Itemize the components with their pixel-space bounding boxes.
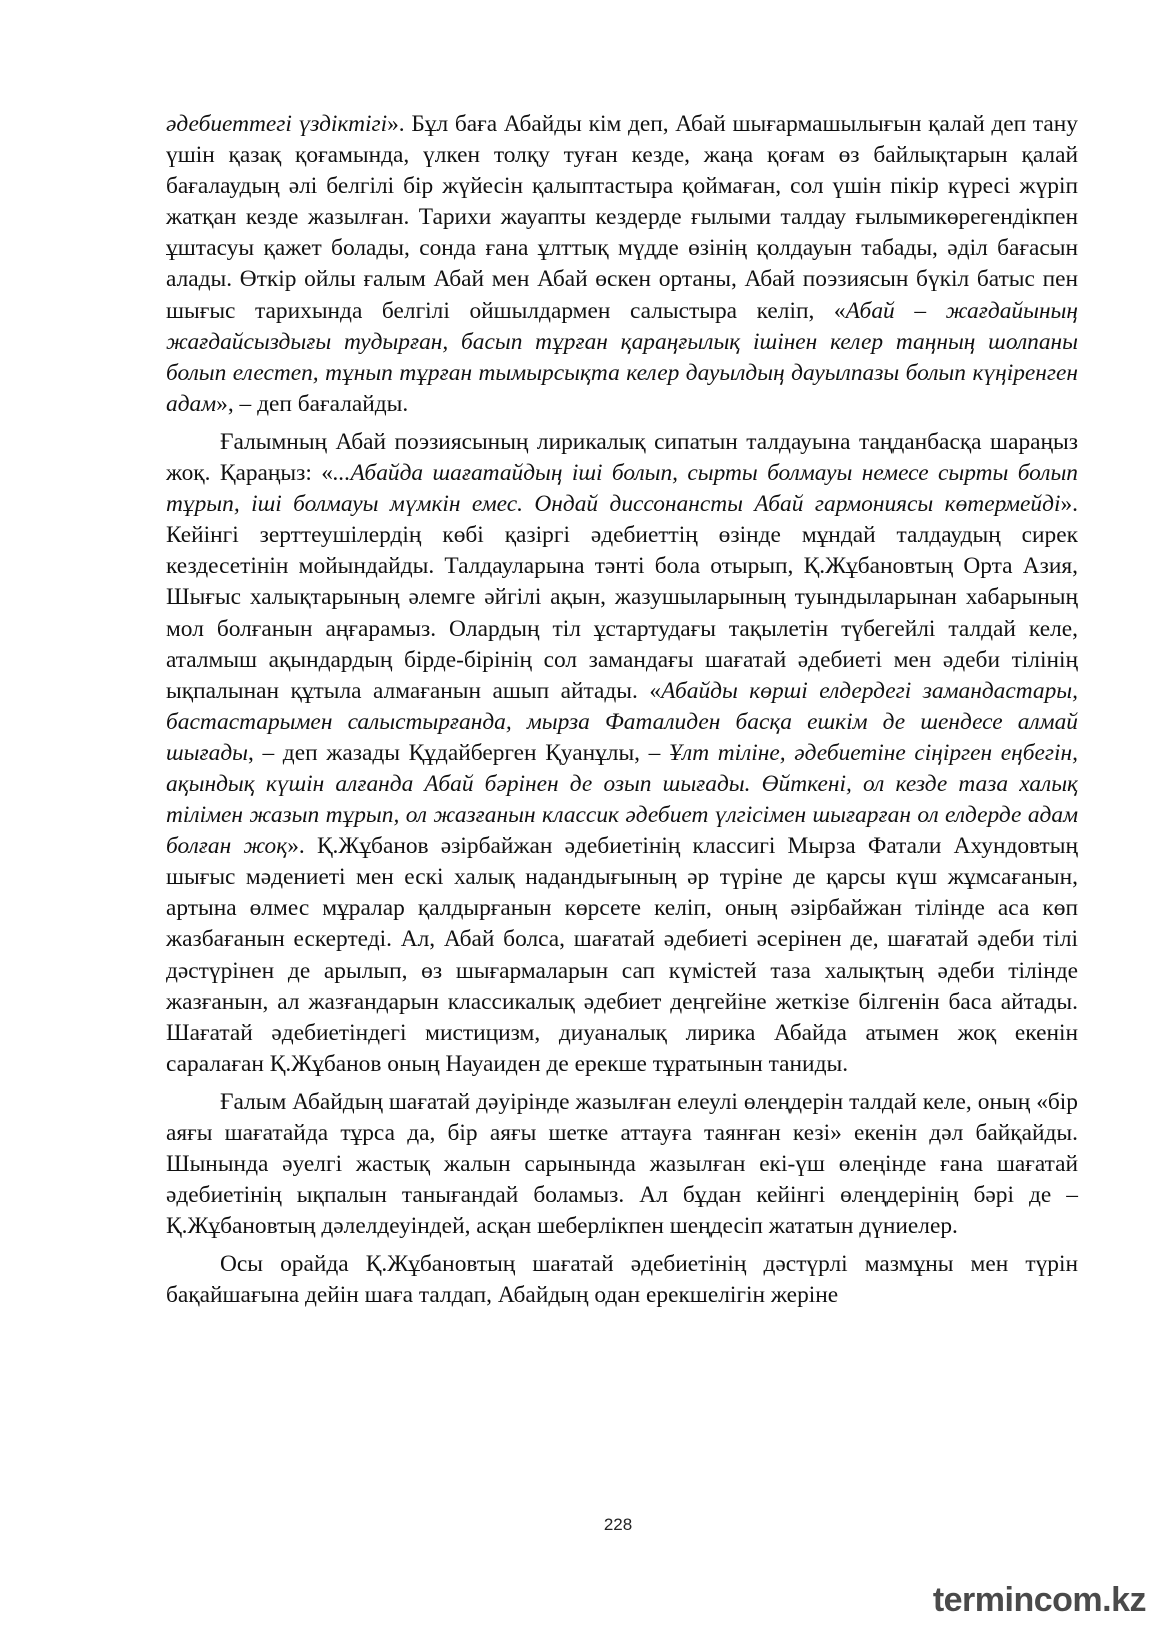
italic-span: Абайды көрші елдердегі замандастары, бастастарымен салыстырғанда, мырза Фаталиден басқа ешкім де шендесе алмай шығады [166, 677, 1078, 766]
paragraph-3 [166, 1087, 1078, 1242]
page-number: 228 [603, 1515, 633, 1534]
text-span: ». Кейінгі зерттеушілердің көбі қазіргі әдебиеттің өзінде мұндай талдаудың сирек кездесетінін мойындайды. Талдауларына тәнті бола отырып, Қ.Жұбановтың Орта Азия, Шығыс халықтарының әлемге әйгілі ақын, жазушыларының туындыларынан хабарының мол болғанын аңғарамыз. Олардың тіл ұстартудағы тақылетін түбегейлі талдай келе, аталмыш ақындардың бірде-бірінің сол замандағы шағатай әдебиеті мен әдеби тілінің ықпалынан құтыла алмағанын ашып айтады. « [166, 491, 1078, 704]
text-span: ». Бұл баға Абайды кім деп, Абай шығармашылығын қалай деп тану үшін қазақ қоғамында, үлкен толқу туған кезде, жаңа қоғам өз байлықтарын қалай бағалаудың әлі белгілі бір жүйесін қалыптастыра қоймаған, сол үшін пікір күресі жүріп жатқан кезде жазылған. Тарихи жауапты кездерде ғылыми талдау ғылымикөрегендікпен ұштасуы қажет болады, сонда ғана ұлттық мүдде өзінің қолдауын табады, әділ бағасын алады. Өткір ойлы ғалым Абай мен Абай өскен ортаны, Абай поэзиясын бүкіл батыс пен шығыс тарихында белгілі ойшылдармен салыстыра келіп, « [166, 111, 1078, 324]
text-span: », – деп бағалайды. [216, 390, 409, 417]
italic-span: Абай – жағдайының жағдайсыздығы тудырған, басып тұрған қараңғылық ішінен келер таңның шолпаны болып елестеп, тұнып тұрған тымырсықта келер дауылдың дауылпазы болып күңіренген адам [166, 297, 1078, 417]
text-span: , – деп жазады Құдайберген Қуанұлы, – [248, 739, 669, 766]
text-span: Ғалым Абайдың шағатай дәуірінде жазылған елеулі өлеңдерін талдай келе, оның «бір аяғы шағатайда тұрса да, бір аяғы шетке аттауға таянған кезі» екенін дәл байқайды. Шынында әуелгі жастық жалын сарынында жазылған екі-үш өлеңінде ғана шағатай әдебиетінің ықпалын танығандай боламыз. Ал бұдан кейінгі өлеңдерінің бәрі де – Қ.Жұбановтың дәлелдеуіндей, асқан шеберлікпен шеңдесіп жататын дүниелер. [166, 1088, 1078, 1240]
italic-span: әдебиеттегі үздіктігі [166, 111, 388, 137]
text-span: ». Қ.Жұбанов әзірбайжан әдебиетінің классигі Мырза Фатали Ахундовтың шығыс мәдениеті мен ескі халық надандығының әр түріне де қарсы күш жұмсағанын, артына өлмес мұралар қалдырғанын көрсете келіп, оның әзірбайжан тілінде аса көп жазбағанын ескертеді. Ал, Абай болса, шағатай әдебиеті әсерінен де, шағатай әдеби тілі дәстүрінен де арылып, өз шығармаларын сап күмістей таза халықтың әдеби тілінде жазғанын, ал жазғандарын классикалық әдебиет деңгейіне жеткізе білгенін баса айтады. Шағатай әдебиетіндегі мистицизм, диуаналық лирика Абайда атымен жоқ екенін саралаған Қ.Жұбанов оның Науаиден де ерекше тұратынын таниды. [166, 833, 1078, 1077]
text-span: Ғалымның Абай поэзиясының лирикалық сипатын талдауына таңданбасқа шараңыз жоқ. Қараңыз: « [166, 428, 1078, 487]
paragraph-4 [166, 1249, 1078, 1311]
watermark-logo [933, 1577, 1146, 1623]
italic-span: ...Абайда шағатайдың іші болып, сырты болмауы немесе сырты болып тұрып, іші болмауы мүмкін емес. Ондай диссонансты Абай гармониясы көтермейді [166, 460, 1078, 518]
watermark-label: termincom.kz [932, 1580, 1146, 1619]
text-body [166, 109, 1078, 1312]
italic-span: Ұлт тіліне, әдебиетіне сіңірген еңбегін, ақындық күшін алғанда Абай бәрінен де озып шығады. Өйткені, ол кезде таза халық тілімен жазып тұрып, ол жазғанын классик әдебиет үлгісімен шығарған ол елдерде адам болған жоқ [166, 739, 1078, 860]
paragraph-1 [166, 109, 1078, 420]
watermark-text [933, 1581, 1146, 1620]
text-span: Осы орайда Қ.Жұбановтың шағатай әдебиетінің дәстүрлі мазмұны мен түрін бақайшағына дейін шаға талдап, Абайдың одан ерекшелігін жеріне [166, 1251, 1078, 1309]
paragraph-2 [166, 427, 1078, 1080]
